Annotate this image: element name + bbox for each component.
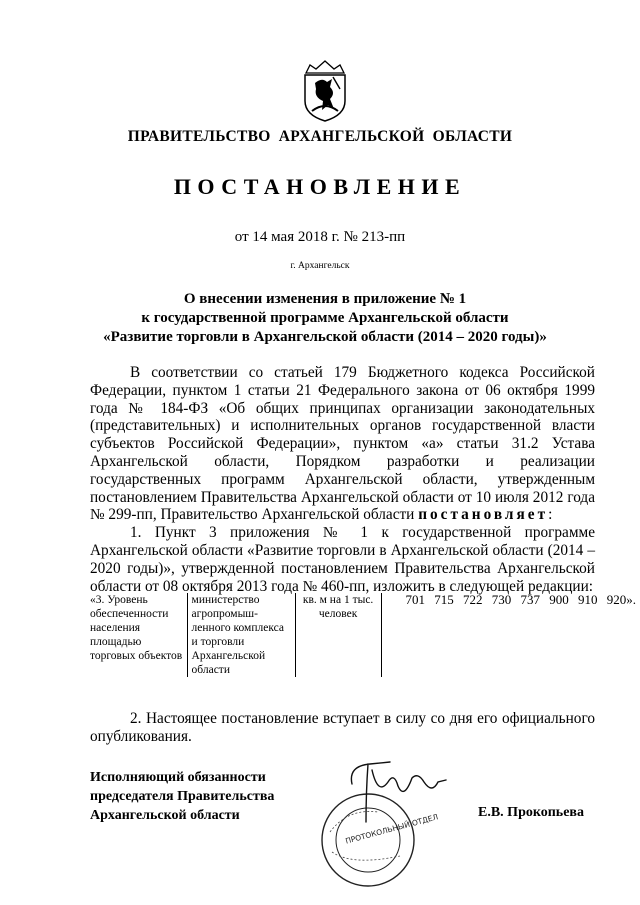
signatory-name: Е.В. Прокопьева (478, 805, 584, 820)
government-name: ПРАВИТЕЛЬСТВО АРХАНГЕЛЬСКОЙ ОБЛАСТИ (127, 128, 513, 145)
stamp-text: ПРОТОКОЛЬНЫЙ ОТДЕЛ (344, 812, 440, 846)
signatory-line-3: Архангельской области (90, 808, 240, 823)
signatory-line-2: председателя Правительства (90, 789, 275, 804)
executor-cell: министерство агропромыш-ленного комплекса и торговли Архангельской области (187, 593, 295, 677)
body-text (90, 364, 595, 595)
indicator-table (90, 593, 640, 677)
item-1-paragraph: 1. Пункт 3 приложения № 1 к государственной программе Архангельской области «Развитие торговли в Архангельской области (2014 – 2020 годы)», утвержденной постановлением Правительства Архангельской области от 08 октября 2013 года № 460-пп, изложить в следующей редакции: (90, 524, 595, 595)
official-stamp (308, 752, 478, 892)
title-line-3: «Развитие торговли в Архангельской области (2014 – 2020 годы)» (103, 329, 547, 345)
values-cell: 701 715 722 730 737 900 910 920». (405, 592, 636, 607)
preamble-text: В соответствии со статьей 179 Бюджетного кодекса Российской Федерации, пунктом 1 статьи 21 Федерального закона от 06 октября 1999 года № 184-ФЗ «Об общих принципах организации законодательных (представительных) и исполнительных органов государственной власти субъектов Российской Федерации», пунктом «а» статьи 31.2 Устава Архангельской области, Порядком разработки и реализации государственных программ Архангельской области, утвержденным постановлением Правительства Архангельской области от 10 июля 2012 года № 299-пп, Правительство Архангельской области (90, 364, 595, 524)
resolves-colon: : (548, 506, 553, 524)
coat-of-arms-emblem (300, 55, 350, 123)
signatory-line-1: Исполняющий обязанности (90, 770, 266, 785)
document-type: ПОСТАНОВЛЕНИЕ (173, 174, 467, 199)
unit-cell: кв. м на 1 тыс. человек (295, 593, 381, 677)
indicator-cell: «3. Уровень обеспеченности населения площадью торговых объектов (90, 594, 183, 662)
title-line-2: к государственной программе Архангельской области (141, 310, 509, 326)
title-line-1: О внесении изменения в приложение № 1 (183, 291, 467, 307)
table-row (90, 593, 640, 677)
date-and-number: от 14 мая 2018 г. № 213-пп (234, 229, 406, 245)
document-title (60, 290, 590, 347)
signatory-title (90, 768, 274, 825)
item-2-block (90, 710, 595, 746)
item-2-paragraph: 2. Настоящее постановление вступает в силу со дня его официального опубликования. (90, 710, 595, 745)
preamble-paragraph (90, 364, 595, 524)
resolves-word: постановляет (418, 506, 549, 524)
city: г. Архангельск (290, 261, 350, 271)
